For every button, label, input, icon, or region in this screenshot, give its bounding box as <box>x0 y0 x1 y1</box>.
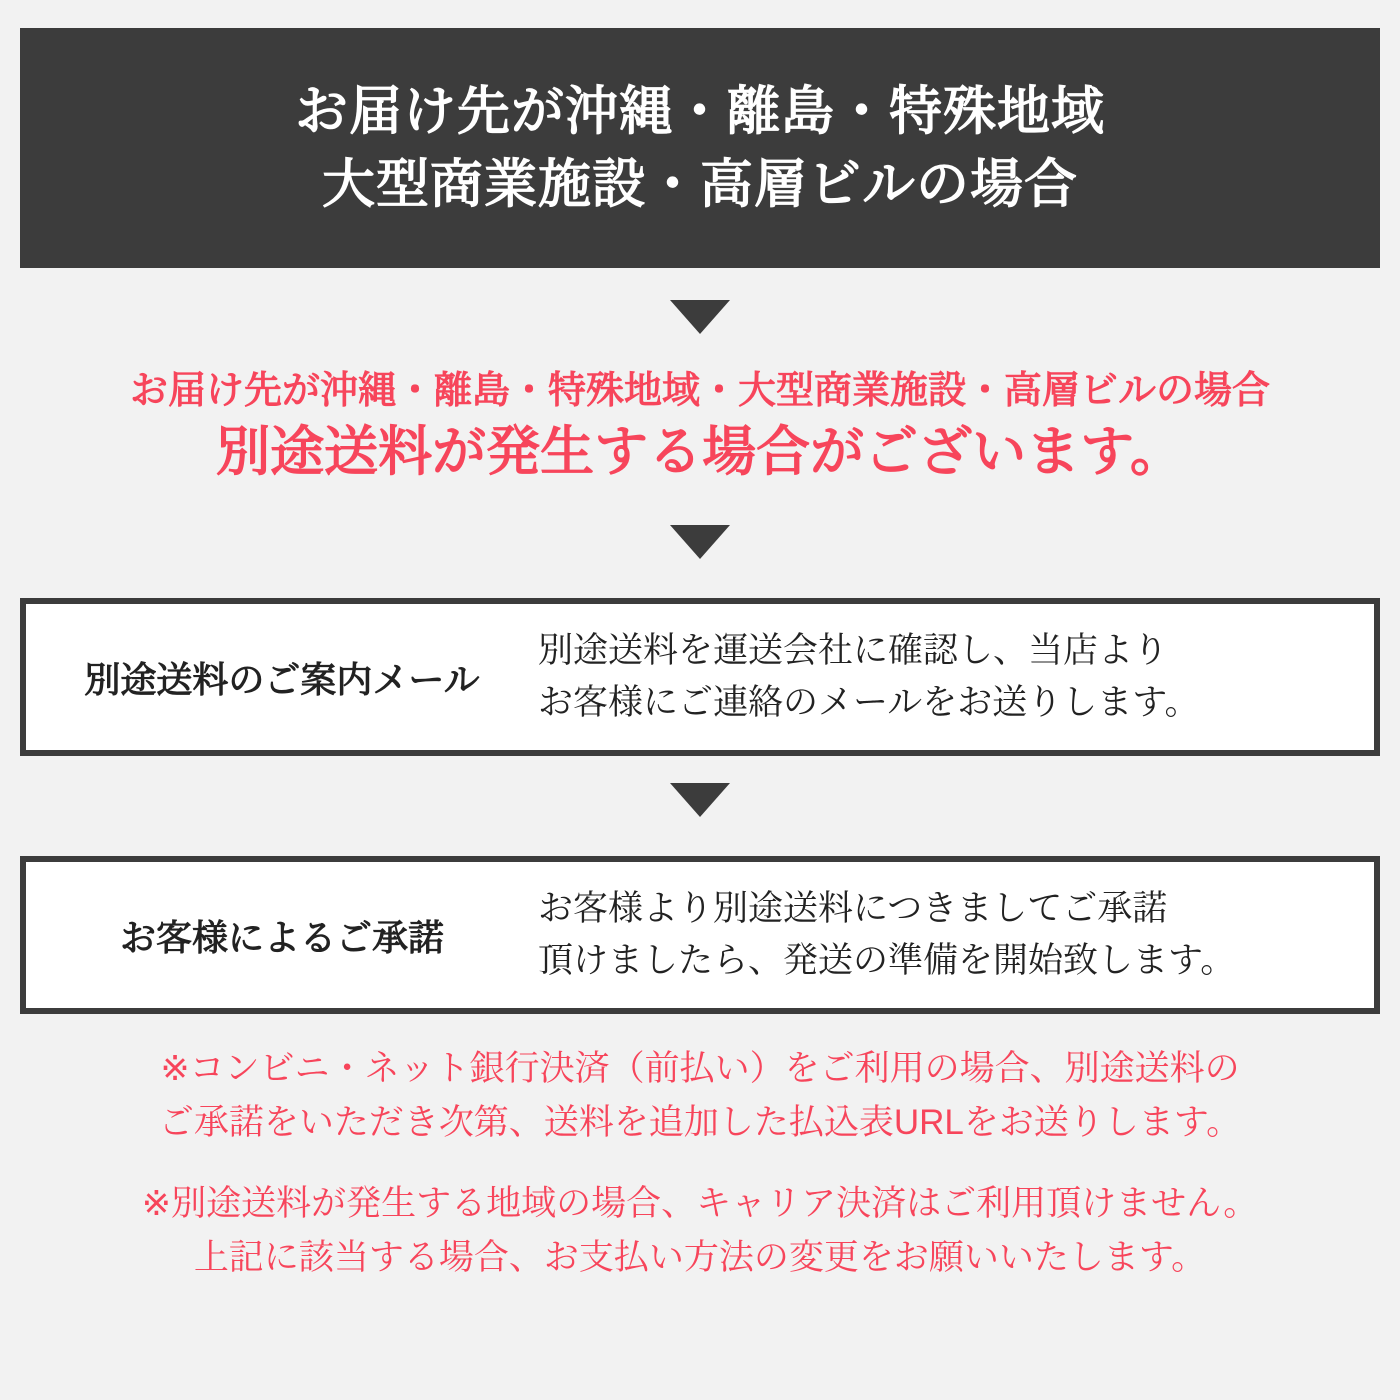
step-title: 別途送料のご案内メール <box>84 658 480 700</box>
step-title: お客様によるご承諾 <box>119 916 444 958</box>
emphasis-headline: 別途送料が発生する場合がございます。 <box>216 421 1184 482</box>
header-title-line-1: お届け先が沖縄・離島・特殊地域 <box>295 81 1105 141</box>
triangle-down-icon <box>670 525 730 559</box>
step-description-line-2: お客様にご連絡のメールをお送りします。 <box>538 683 1200 722</box>
footnote-line-2: ご承諾をいただき次第、送料を追加した払込表URLをお送りします。 <box>158 1103 1242 1143</box>
step-description-line-1: 別途送料を運送会社に確認し、当店より <box>538 630 1169 670</box>
step-card-customer-approval <box>20 856 1380 1014</box>
step-description <box>538 625 1374 730</box>
emphasis-block <box>0 368 1400 488</box>
footnote-line-2: 上記に該当する場合、お支払い方法の変更をお願いいたします。 <box>193 1237 1207 1277</box>
triangle-down-icon <box>670 300 730 334</box>
step-description-line-1: お客様より別途送料につきましてご承諾 <box>538 888 1168 928</box>
footnote-line-1: ※別途送料が発生する地域の場合、キャリア決済はご利用頂けません。 <box>141 1183 1259 1223</box>
footnote-line-1: ※コンビニ・ネット銀行決済（前払い）をご利用の場合、別途送料の <box>160 1049 1240 1088</box>
footnote-carrier-payment <box>0 1177 1400 1286</box>
step-description <box>538 883 1374 988</box>
step-description-line-2: 頂けましたら、発送の準備を開始致します。 <box>538 941 1236 980</box>
footnote-payment-prepaid <box>0 1042 1400 1151</box>
step-card-notice-email <box>20 598 1380 756</box>
header-title-line-2: 大型商業施設・高層ビルの場合 <box>322 155 1078 214</box>
footnotes <box>0 1042 1400 1285</box>
triangle-down-icon <box>670 783 730 817</box>
emphasis-subtitle: お届け先が沖縄・離島・特殊地域・大型商業施設・高層ビルの場合 <box>129 370 1270 412</box>
header-banner <box>20 28 1380 268</box>
